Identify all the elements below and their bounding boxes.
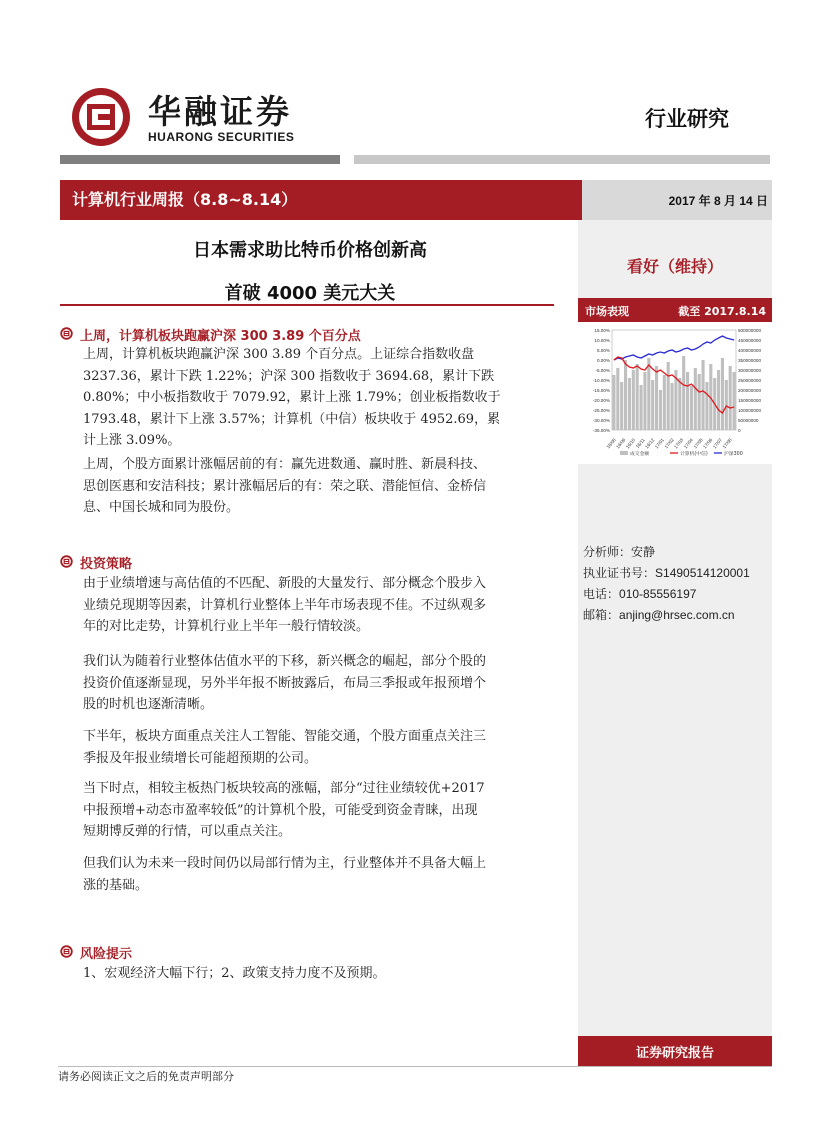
paragraph (83, 853, 551, 896)
volume-bar (721, 358, 724, 430)
volume-bar (729, 366, 732, 430)
y-left-tick-label: -20.00% (592, 398, 610, 403)
section-title-strategy: 投资策略 (80, 557, 133, 572)
volume-bar (725, 380, 728, 430)
para-line: 息、中国长城和同为股份。 (83, 500, 240, 515)
y-right-tick-label: 250000000 (738, 378, 761, 383)
volume-bar (624, 360, 627, 430)
x-tick-label: 17/03 (673, 437, 685, 450)
para-line: 当下时点，相较主板热门板块较高的涨幅，部分“过往业绩较优+2017 (83, 781, 485, 796)
header-bar-light (354, 155, 770, 164)
y-right-tick-label: 300000000 (738, 368, 761, 373)
x-tick-label: 17/07 (711, 437, 724, 450)
volume-bar (682, 356, 685, 430)
volume-bar (643, 372, 646, 430)
section-title-risk: 风险提示 (80, 947, 133, 962)
volume-bar (686, 372, 689, 430)
para-line: 但我们认为未来一段时间仍以局部行情为主，行业整体并不具备大幅上 (83, 856, 487, 871)
x-tick-label: 16/11 (634, 437, 646, 450)
para-line: 中报预增+动态市盈率较低”的计算机个股，可能受到资金青睐，出现 (83, 802, 478, 818)
volume-bar (694, 368, 697, 430)
volume-bar (628, 378, 631, 430)
para-line: 短期博反弹的行情，可以重点关注。 (83, 824, 292, 839)
headline-line-1: 日本需求助比特币价格创新高 (193, 240, 427, 261)
analyst-license-row (583, 564, 750, 581)
y-left-tick-label: -15.00% (592, 388, 610, 393)
volume-bar (678, 378, 681, 430)
para-line: 年的对比走势，计算机行业上半年一般行情较淡。 (83, 619, 370, 634)
report-date: 2017 年 8 月 14 日 (668, 194, 768, 208)
brand-name-cn: 华融证券 (148, 92, 292, 131)
para-line: 业绩兑现期等因素，计算机行业整体上半年市场表现不佳。不过纵观多 (83, 597, 487, 613)
y-left-tick-label: -5.00% (595, 368, 610, 373)
x-tick-label: 16/12 (644, 437, 656, 450)
volume-bar (620, 382, 623, 430)
volume-bar (659, 390, 662, 430)
volume-bar (647, 358, 650, 430)
y-left-tick-label: 5.00% (596, 348, 610, 353)
volume-bar (612, 375, 615, 430)
y-right-tick-label: 350000000 (738, 358, 761, 363)
para-line: 思创医惠和安洁科技；累计涨幅居后的有：荣之联、潜能恒信、金桥信 (83, 478, 487, 494)
volume-bar (651, 380, 654, 430)
volume-bar (671, 383, 674, 430)
email-label: 邮箱： (583, 608, 620, 622)
volume-bar (717, 370, 720, 430)
x-tick-label: 16/10 (624, 437, 637, 450)
legend-label: 成交金额 (630, 452, 650, 457)
y-right-tick-label: 150000000 (738, 398, 761, 403)
y-left-tick-label: 10.00% (594, 338, 610, 343)
y-right-tick-label: 0 (738, 428, 741, 433)
x-tick-label: 17/05 (692, 437, 704, 450)
legend-label: 沪深300 (724, 452, 743, 457)
paragraph (83, 573, 551, 638)
brand-name-en: HUARONG SECURITIES (148, 130, 295, 144)
market-performance-chart (578, 322, 772, 464)
y-left-tick-label: 15.00% (594, 328, 610, 333)
section-title-weekly: 上周，计算机板块跑赢沪深 300 3.89 个百分点 (80, 329, 361, 344)
x-tick-label: 17/02 (663, 437, 675, 450)
analyst-email-row (583, 606, 735, 623)
rating-label: 看好（维持） (626, 257, 723, 276)
paragraph (83, 726, 551, 769)
y-right-tick-label: 200000000 (738, 388, 761, 393)
volume-bar (636, 364, 639, 430)
headline-line-2: 首破 4000 美元大关 (224, 283, 396, 304)
paragraph (83, 963, 551, 985)
phone-label: 电话： (583, 587, 620, 601)
huarong-logo-icon (70, 86, 132, 148)
para-line: 上周，个股方面累计涨幅居前的有：赢先进数通、赢时胜、新晨科技、 (83, 457, 487, 472)
volume-bar (616, 368, 619, 430)
email-value[interactable]: anjing@hrsec.com.cn (619, 608, 735, 622)
market-chart-box (578, 322, 772, 464)
para-line: 1793.48，累计下上涨 3.57%；计算机（中信）板块收于 4952.69，累 (83, 411, 501, 427)
footer-rule (58, 1066, 772, 1067)
market-date: 截至 2017.8.14 (678, 305, 766, 318)
volume-bar (702, 360, 705, 430)
report-category-label: 证券研究报告 (635, 1046, 714, 1061)
para-line: 3237.36，累计下跌 1.22%；沪深 300 指数收于 3694.68，累计下跌 (83, 368, 495, 384)
paragraph (83, 454, 551, 519)
volume-bar (667, 362, 670, 430)
y-right-tick-label: 500000000 (738, 328, 761, 333)
para-line: 由于业绩增速与高估值的不匹配、新股的大量发行、部分概念个股步入 (83, 576, 487, 591)
header-bar-dark (60, 155, 340, 164)
y-right-tick-label: 450000000 (738, 338, 761, 343)
market-label: 市场表现 (585, 305, 629, 318)
paragraph (83, 344, 551, 452)
y-left-tick-label: -10.00% (592, 378, 610, 383)
phone-value: 010-85556197 (619, 587, 697, 601)
y-left-tick-label: -35.00% (592, 428, 610, 433)
analyst-label: 分析师： (583, 545, 632, 559)
seal-icon (60, 555, 73, 568)
para-line: 0.80%；中小板指数收于 7079.92，累计上涨 1.79%；创业板指数收于 (83, 390, 501, 405)
x-tick-label: 16/09 (615, 437, 627, 450)
paragraph (83, 651, 551, 716)
volume-bar (655, 366, 658, 430)
x-tick-label: 16/08 (605, 437, 617, 450)
headline-rule (60, 304, 554, 306)
x-tick-label: 17/06 (702, 437, 714, 450)
para-line: 1、宏观经济大幅下行；2、政策支持力度不及预期。 (83, 966, 386, 981)
para-line: 计上涨 3.09%。 (83, 433, 181, 448)
y-left-tick-label: -25.00% (592, 408, 610, 413)
y-left-tick-label: 0.00% (596, 358, 610, 363)
para-line: 我们认为随着行业整体估值水平的下移，新兴概念的崛起，部分个股的 (83, 654, 487, 669)
hs300-line (614, 336, 734, 360)
license-value: S1490514120001 (655, 566, 750, 580)
disclaimer-note: 请务必阅读正文之后的免责声明部分 (58, 1070, 234, 1083)
y-right-tick-label: 50000000 (738, 418, 759, 423)
volume-bar (632, 370, 635, 430)
para-line: 季报及年报业绩增长可能超预期的公司。 (83, 750, 318, 766)
volume-bar (663, 375, 666, 430)
para-line: 股的时机也逐渐清晰。 (83, 697, 214, 712)
volume-bar (705, 382, 708, 430)
x-tick-label: 17/08 (721, 437, 733, 450)
volume-bar (640, 385, 643, 430)
seal-icon (60, 327, 73, 340)
report-title: 计算机行业周报（8.8~8.14） (72, 190, 298, 209)
license-label: 执业证书号： (583, 566, 656, 580)
volume-bar (690, 386, 693, 430)
paragraph (83, 778, 551, 843)
y-left-tick-label: -30.00% (592, 418, 610, 423)
analyst-phone-row (583, 585, 696, 602)
x-tick-label: 17/01 (653, 437, 666, 450)
para-line: 下半年，板块方面重点关注人工智能、智能交通，个股方面重点关注三 (83, 729, 487, 744)
para-line: 涨的基础。 (83, 877, 149, 893)
volume-bar (698, 374, 701, 430)
para-line: 上周，计算机板块跑赢沪深 300 3.89 个百分点。上证综合指数收盘 (83, 347, 475, 362)
para-line: 投资价值逐渐显现，另外半年报不断披露后，布局三季报或年报预增个 (83, 675, 487, 691)
y-right-tick-label: 100000000 (738, 408, 761, 413)
y-right-tick-label: 400000000 (738, 348, 761, 353)
legend-swatch (620, 451, 628, 455)
analyst-value: 安静 (631, 545, 656, 559)
volume-bar (733, 372, 736, 430)
x-tick-label: 17/04 (682, 437, 695, 450)
analyst-name-row (583, 543, 655, 560)
legend-label: 计算机(中信) (680, 452, 708, 457)
seal-icon (60, 945, 73, 958)
report-type: 行业研究 (645, 107, 729, 131)
